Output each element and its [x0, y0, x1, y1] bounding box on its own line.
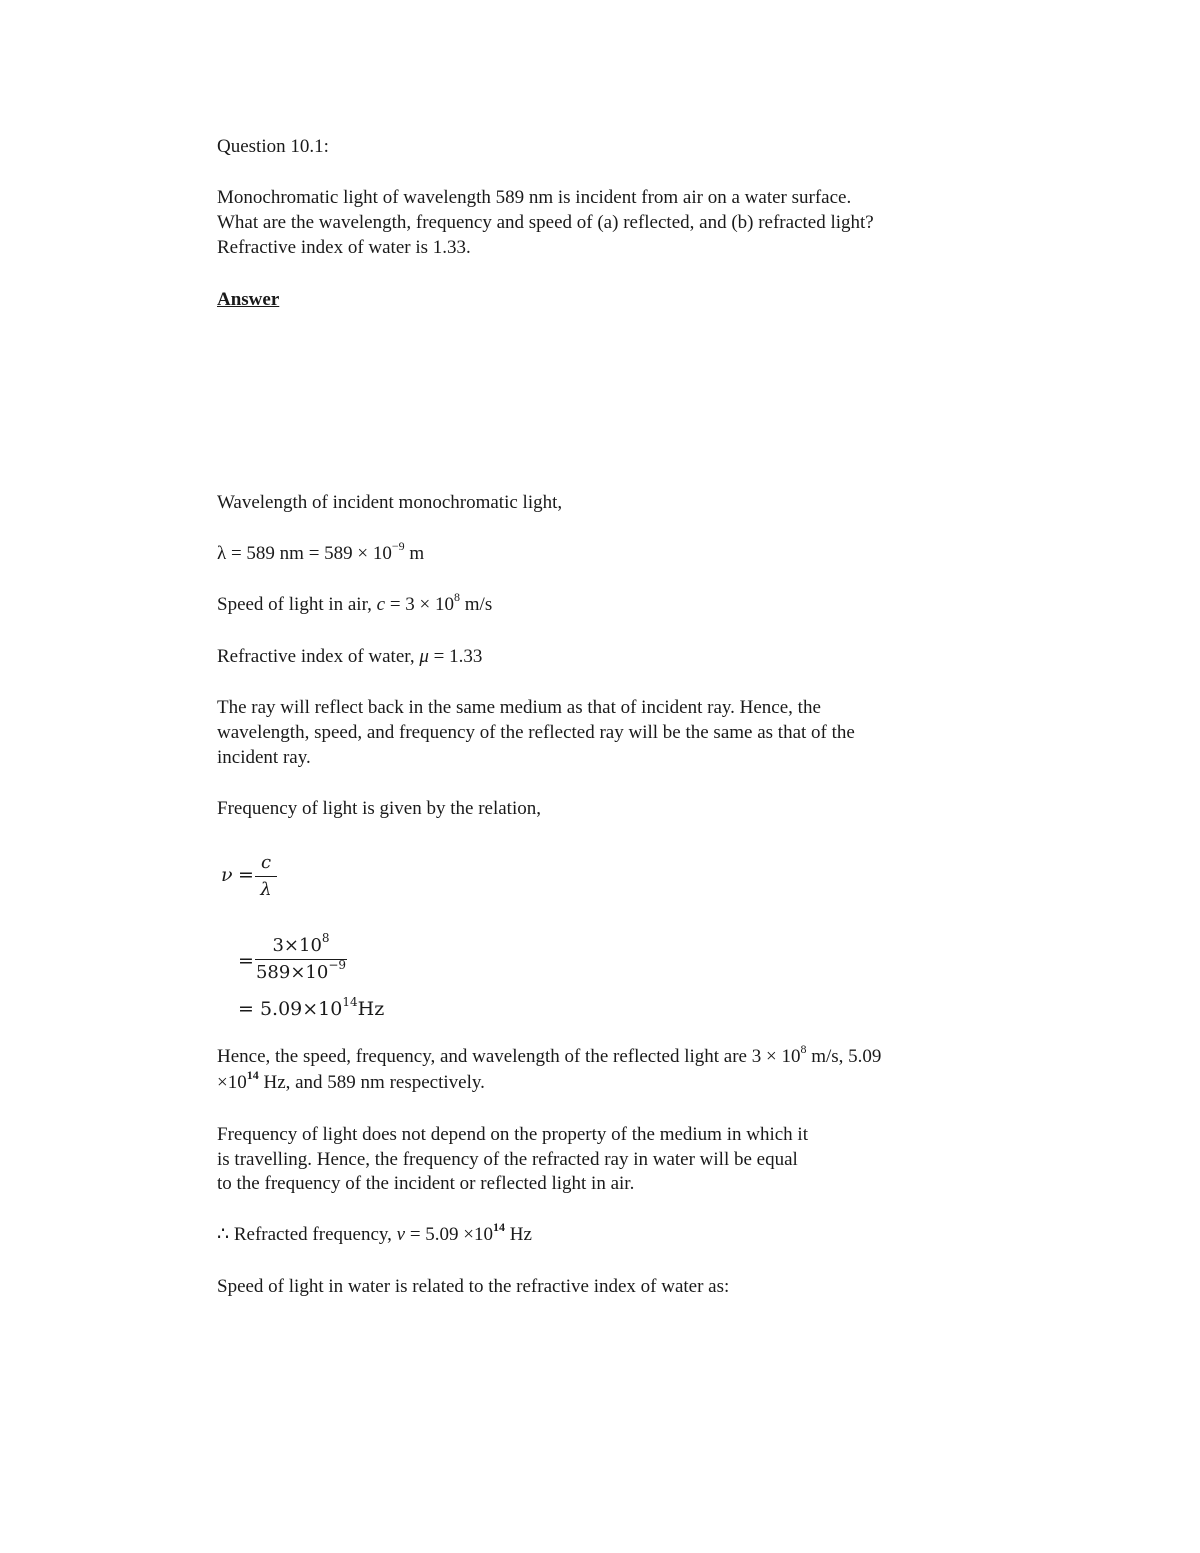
- answer-heading: Answer: [217, 289, 280, 310]
- question-line-2: What are the wavelength, frequency and speed of (a) reflected, and (b) refracted light?: [217, 212, 874, 233]
- medium-para-line-1: Frequency of light does not depend on the property of the medium in which it: [217, 1124, 808, 1145]
- hence-para-line-2: $\times 10^{14}$ Hz, and 589 nm respectively.: [217, 1067, 485, 1093]
- frequency-result: = $5.09\times 10^{14}Hz$: [238, 994, 385, 1020]
- refracted-frequency: ∴ Refracted frequency, $\nu = 5.09 \times 10^{14}$ Hz: [217, 1219, 532, 1245]
- question-line-3: Refractive index of water is 1.33.: [217, 237, 471, 258]
- fraction-numeric: $3\times 10^8$ $589\times 10^{-9}$: [255, 931, 347, 983]
- equals-sign: =: [238, 864, 254, 886]
- reflect-para-line-2: wavelength, speed, and frequency of the reflected ray will be the same as that of the: [217, 722, 855, 743]
- wavelength-label: Wavelength of incident monochromatic light,: [217, 492, 563, 513]
- speed-in-water-relation: Speed of light in water is related to the refractive index of water as:: [217, 1276, 730, 1297]
- medium-para-line-3: to the frequency of the incident or reflected light in air.: [217, 1173, 635, 1194]
- nu-symbol: ν: [221, 864, 233, 886]
- reflect-para-line-3: incident ray.: [217, 747, 311, 768]
- fraction-c-over-lambda: c λ: [255, 850, 277, 903]
- hence-para-line-1: Hence, the speed, frequency, and wavelength of the reflected light are $3 \times 10^8$ m/s, 5.09: [217, 1041, 882, 1067]
- reflect-para-line-1: The ray will reflect back in the same medium as that of incident ray. Hence, the: [217, 697, 821, 718]
- equals-sign-2: =: [238, 950, 254, 972]
- medium-para-line-2: is travelling. Hence, the frequency of the refracted ray in water will be equal: [217, 1149, 798, 1170]
- question-title: Question 10.1:: [217, 136, 329, 157]
- refractive-index: Refractive index of water, μ = 1.33: [217, 646, 483, 667]
- speed-in-air: Speed of light in air, $c = 3 \times 10^8$ m/s: [217, 589, 493, 615]
- question-line-1: Monochromatic light of wavelength 589 nm is incident from air on a water surface.: [217, 187, 852, 208]
- frequency-relation: Frequency of light is given by the relation,: [217, 798, 541, 819]
- lambda-value: λ = 589 nm = $589 \times 10^{-9}$ m: [217, 538, 425, 564]
